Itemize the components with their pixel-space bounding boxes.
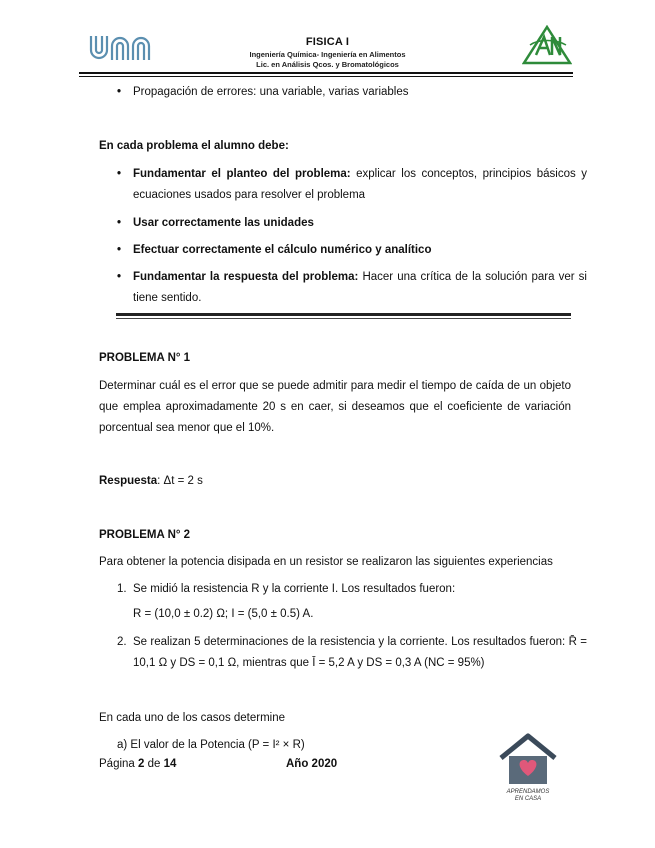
list-item — [117, 164, 587, 206]
requirement-text: Hacer una crítica de la solución para ver si tiene sentido. — [133, 271, 587, 304]
bullet-icon: • — [117, 244, 122, 256]
problem2-title: PROBLEMA N° 2 — [99, 529, 191, 541]
numbered-item — [117, 579, 587, 625]
item-number: 2. — [117, 636, 127, 648]
section-divider-thin — [116, 318, 571, 319]
list-item — [117, 82, 587, 103]
page-number — [99, 758, 176, 770]
page-of: de — [144, 758, 164, 770]
stamp-text: APRENDAMOS — [506, 789, 550, 795]
bullet-icon: • — [117, 168, 122, 180]
requirement-bold: Efectuar correctamente el cálculo numérico y analítico — [133, 244, 432, 256]
item-line: Se midió la resistencia R y la corriente I. Los resultados fueron: — [133, 583, 456, 595]
course-subtitle-2: Lic. en Análisis Qcos. y Bromatológicos — [256, 60, 399, 69]
requirement-bold: Usar correctamente las unidades — [133, 217, 314, 229]
requirement-bold: Fundamentar la respuesta del problema: — [133, 271, 359, 283]
course-subtitle-1: Ingeniería Química- Ingeniería en Alimentos — [249, 50, 406, 59]
course-title: FISICA I — [305, 36, 350, 48]
stamp-text: EN CASA — [514, 796, 542, 802]
item-line: R = (10,0 ± 0.2) Ω; I = (5,0 ± 0.5) A. — [133, 608, 314, 620]
home-learning-stamp — [497, 732, 559, 802]
header-rule — [79, 72, 573, 74]
list-item — [117, 240, 587, 261]
page-current: 2 — [138, 758, 145, 770]
department-logo — [522, 25, 572, 65]
answer-label: Respuesta — [99, 475, 158, 487]
item-line: Se realizan 5 determinaciones de la resistencia y la corriente. Los resultados fueron: R̄ = 10,1 Ω y DS = 0,1 Ω, mientras que Ī = 5,2 A y DS = 0,3 A (NC = 95%) — [133, 636, 587, 669]
numbered-item — [117, 632, 587, 674]
item-number: 1. — [117, 583, 127, 595]
section-divider — [116, 313, 571, 316]
problem2-statement: Para obtener la potencia disipada en un resistor se realizaron las siguientes experiencias — [99, 556, 553, 568]
bullet-icon: • — [117, 271, 122, 283]
answer-value: : Δt = 2 s — [157, 475, 203, 487]
list-item — [117, 267, 587, 309]
bullet-icon: • — [117, 217, 122, 229]
header-rule-thin — [79, 76, 573, 77]
intro-bullet-text: Propagación de errores: una variable, varias variables — [133, 86, 409, 98]
page-label: Página — [99, 758, 139, 770]
list-item — [117, 213, 587, 234]
case-a: a) El valor de la Potencia (P = I² × R) — [117, 739, 305, 751]
bullet-icon: • — [117, 86, 122, 98]
problem1-answer — [99, 471, 571, 492]
cases-intro: En cada uno de los casos determine — [99, 712, 286, 724]
requirements-heading: En cada problema el alumno debe: — [99, 140, 289, 152]
page-total: 14 — [163, 758, 177, 770]
requirement-text: explicar los conceptos, principios básicos y ecuaciones usados para resolver el problema — [133, 168, 587, 201]
footer-year: Año 2020 — [286, 758, 338, 770]
problem1-statement: Determinar cuál es el error que se puede admitir para medir el tiempo de caída de un objeto que emplea aproximadamente 20 s en caer, si deseamos que el coeficiente de variación porcentual sea menor que el 10%. — [99, 380, 571, 434]
problem1-title: PROBLEMA N° 1 — [99, 352, 191, 364]
requirement-bold: Fundamentar el planteo del problema: — [133, 168, 351, 180]
